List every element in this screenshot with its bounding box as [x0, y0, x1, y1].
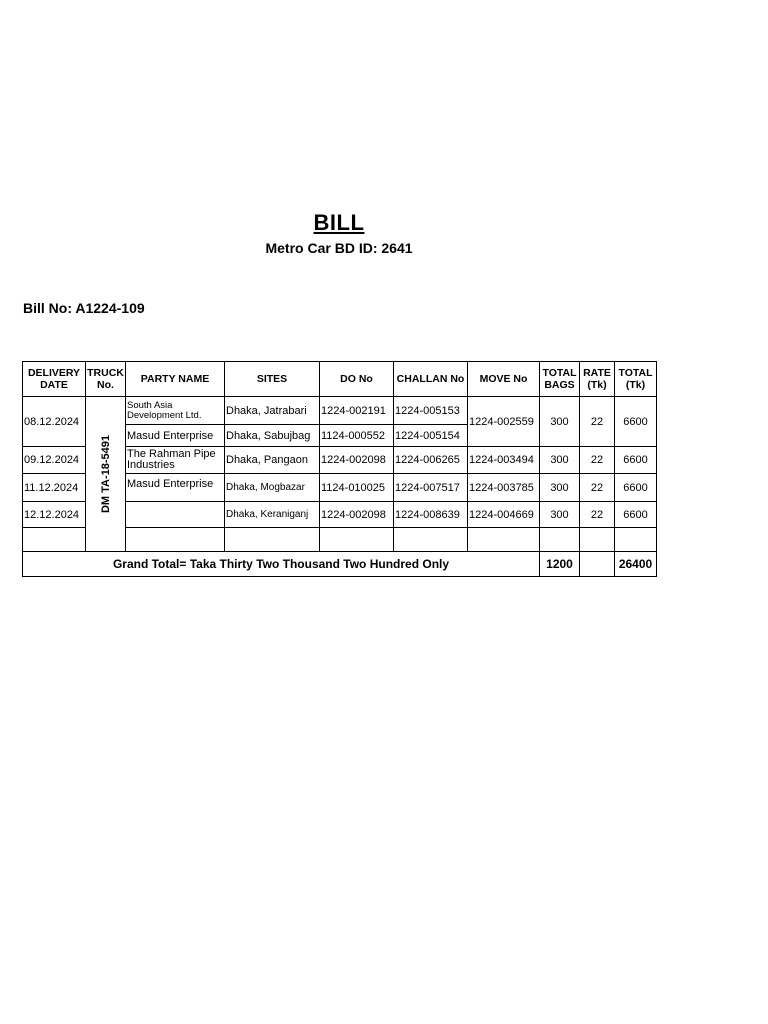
header-move-no: MOVE No	[468, 362, 540, 397]
document-subtitle: Metro Car BD ID: 2641	[265, 240, 413, 256]
cell-challan-no: 1224-005154	[394, 425, 468, 447]
cell-move-no: 1224-004669	[468, 502, 540, 528]
cell-do-no: 1224-002098	[320, 502, 394, 528]
bill-number: Bill No: A1224-109	[23, 300, 145, 316]
header-sites: SITES	[225, 362, 320, 397]
cell-date: 12.12.2024	[23, 502, 86, 528]
cell-bags: 300	[540, 397, 580, 447]
cell-challan-no: 1224-007517	[394, 474, 468, 502]
cell-challan-no: 1224-005153	[394, 397, 468, 425]
header-total-bags: TOTAL BAGS	[540, 362, 580, 397]
cell-truck-no	[86, 397, 126, 552]
empty-cell	[394, 528, 468, 552]
header-truck-no: TRUCK No.	[86, 362, 126, 397]
cell-rate: 22	[580, 447, 615, 474]
header-delivery-date: DELIVERY DATE	[23, 362, 86, 397]
empty-cell	[225, 528, 320, 552]
cell-bags: 300	[540, 447, 580, 474]
cell-date: 08.12.2024	[23, 397, 86, 447]
document-title: BILL	[313, 210, 365, 235]
cell-party-name: Masud Enterprise	[126, 474, 225, 502]
cell-move-no: 1224-002559	[468, 397, 540, 447]
header-party-name: PARTY NAME	[126, 362, 225, 397]
grand-total-tk: 26400	[615, 552, 657, 577]
cell-site: Dhaka, Mogbazar	[225, 474, 320, 502]
cell-challan-no: 1224-008639	[394, 502, 468, 528]
empty-cell	[320, 528, 394, 552]
cell-move-no: 1224-003494	[468, 447, 540, 474]
cell-site: Dhaka, Keraniganj	[225, 502, 320, 528]
empty-cell	[580, 528, 615, 552]
cell-party-name	[126, 502, 225, 528]
cell-site: Dhaka, Pangaon	[225, 447, 320, 474]
grand-total-rate-empty	[580, 552, 615, 577]
cell-total: 6600	[615, 397, 657, 447]
cell-rate: 22	[580, 502, 615, 528]
table-header-row	[23, 362, 657, 397]
cell-party-name: South Asia Development Ltd.	[126, 397, 225, 425]
cell-bags: 300	[540, 474, 580, 502]
empty-cell	[23, 528, 86, 552]
cell-site: Dhaka, Jatrabari	[225, 397, 320, 425]
cell-do-no: 1224-002191	[320, 397, 394, 425]
truck-number: DM TA-18-5491	[99, 434, 112, 514]
cell-rate: 22	[580, 397, 615, 447]
cell-do-no: 1224-002098	[320, 447, 394, 474]
grand-total-bags: 1200	[540, 552, 580, 577]
grand-total-label: Grand Total= Taka Thirty Two Thousand Two Hundred Only	[23, 552, 540, 577]
cell-do-no: 1124-010025	[320, 474, 394, 502]
cell-total: 6600	[615, 474, 657, 502]
cell-date: 09.12.2024	[23, 447, 86, 474]
cell-challan-no: 1224-006265	[394, 447, 468, 474]
cell-bags: 300	[540, 502, 580, 528]
empty-cell	[540, 528, 580, 552]
cell-rate: 22	[580, 474, 615, 502]
bill-table	[22, 361, 657, 577]
grand-total-row	[23, 552, 657, 577]
table-row	[23, 397, 657, 425]
cell-site: Dhaka, Sabujbag	[225, 425, 320, 447]
cell-party-name: Masud Enterprise	[126, 425, 225, 447]
header-rate: RATE (Tk)	[580, 362, 615, 397]
header-do-no: DO No	[320, 362, 394, 397]
empty-cell	[615, 528, 657, 552]
cell-date: 11.12.2024	[23, 474, 86, 502]
empty-cell	[126, 528, 225, 552]
header-challan-no: CHALLAN No	[394, 362, 468, 397]
cell-party-name: The Rahman Pipe Industries	[126, 447, 225, 474]
cell-move-no: 1224-003785	[468, 474, 540, 502]
cell-do-no: 1124-000552	[320, 425, 394, 447]
cell-total: 6600	[615, 447, 657, 474]
empty-cell	[468, 528, 540, 552]
header-total-tk: TOTAL (Tk)	[615, 362, 657, 397]
cell-total: 6600	[615, 502, 657, 528]
